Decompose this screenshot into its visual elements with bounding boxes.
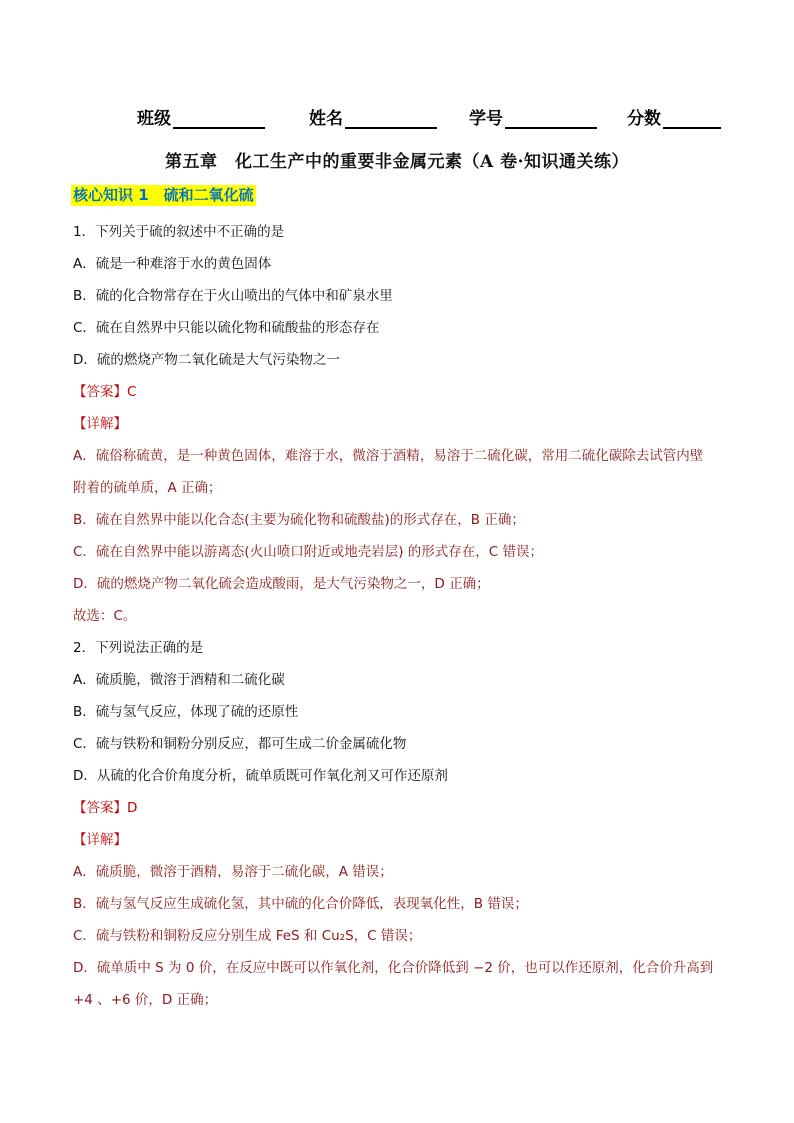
content-line: A．硫是一种难溶于水的黄色固体 [73, 256, 272, 272]
content-line: 附着的硫单质，A 正确； [73, 480, 222, 496]
chapter-title: 第五章 化工生产中的重要非金属元素（A 卷·知识通关练） [164, 152, 630, 172]
content-line: C．硫与铁粉和铜粉反应分别生成 FeS 和 Cu₂S，C 错误； [73, 928, 422, 944]
student-info-row [137, 104, 737, 129]
name-field [309, 104, 469, 129]
score-blank[interactable] [663, 109, 721, 129]
content-line: C．硫与铁粉和铜粉分别反应，都可生成二价金属硫化物 [73, 736, 407, 752]
content-line: C．硫在自然界中只能以硫化物和硫酸盐的形态存在 [73, 320, 380, 336]
content-line: A．硫质脆，微溶于酒精和二硫化碳 [73, 672, 285, 688]
content-line: 故选：C。 [73, 608, 137, 624]
score-field [627, 104, 721, 129]
content-line: A．硫质脆，微溶于酒精，易溶于二硫化碳，A 错误； [73, 864, 393, 880]
content-line: 【答案】D [73, 800, 138, 816]
content-line: D．硫的燃烧产物二氧化硫是大气污染物之一 [73, 352, 340, 368]
content-line: 【详解】 [73, 832, 127, 848]
section-tag: 核心知识 1 硫和二氧化硫 [73, 186, 254, 204]
student-id-blank[interactable] [505, 109, 597, 129]
student-id-field [469, 104, 627, 129]
score-label: 分数 [627, 109, 661, 129]
content-line: B．硫在自然界中能以化合态(主要为硫化物和硫酸盐)的形式存在，B 正确； [73, 512, 525, 528]
content-line: D．硫的燃烧产物二氧化硫会造成酸雨，是大气污染物之一，D 正确； [73, 576, 490, 592]
content-line: C．硫在自然界中能以游离态(火山喷口附近或地壳岩层) 的形式存在，C 错误； [73, 544, 543, 560]
content-line: B．硫的化合物常存在于火山喷出的气体中和矿泉水里 [73, 288, 393, 304]
content-line: 1．下列关于硫的叙述中不正确的是 [73, 224, 285, 240]
content-line: +4 、+6 价，D 正确； [73, 992, 218, 1008]
content-line: 【答案】C [73, 384, 137, 400]
content-line: A．硫俗称硫黄，是一种黄色固体，难溶于水，微溶于酒精，易溶于二硫化碳，常用二硫化碳除去试管内壁 [73, 448, 704, 464]
content-line: 【详解】 [73, 416, 127, 432]
class-label: 班级 [137, 109, 171, 129]
content-line: 2．下列说法正确的是 [73, 640, 204, 656]
name-label: 姓名 [309, 109, 343, 129]
content-line: D．从硫的化合价角度分析，硫单质既可作氧化剂又可作还原剂 [73, 768, 448, 784]
student-id-label: 学号 [469, 109, 503, 129]
name-blank[interactable] [345, 109, 437, 129]
class-field [137, 104, 309, 129]
class-blank[interactable] [173, 109, 265, 129]
content-line: B．硫与氢气反应生成硫化氢，其中硫的化合价降低，表现氧化性，B 错误； [73, 896, 528, 912]
content-line: B．硫与氢气反应，体现了硫的还原性 [73, 704, 299, 720]
content-line: D．硫单质中 S 为 0 价，在反应中既可以作氧化剂，化合价降低到 −2 价，也可以作还原剂，化合价升高到 [73, 960, 714, 976]
